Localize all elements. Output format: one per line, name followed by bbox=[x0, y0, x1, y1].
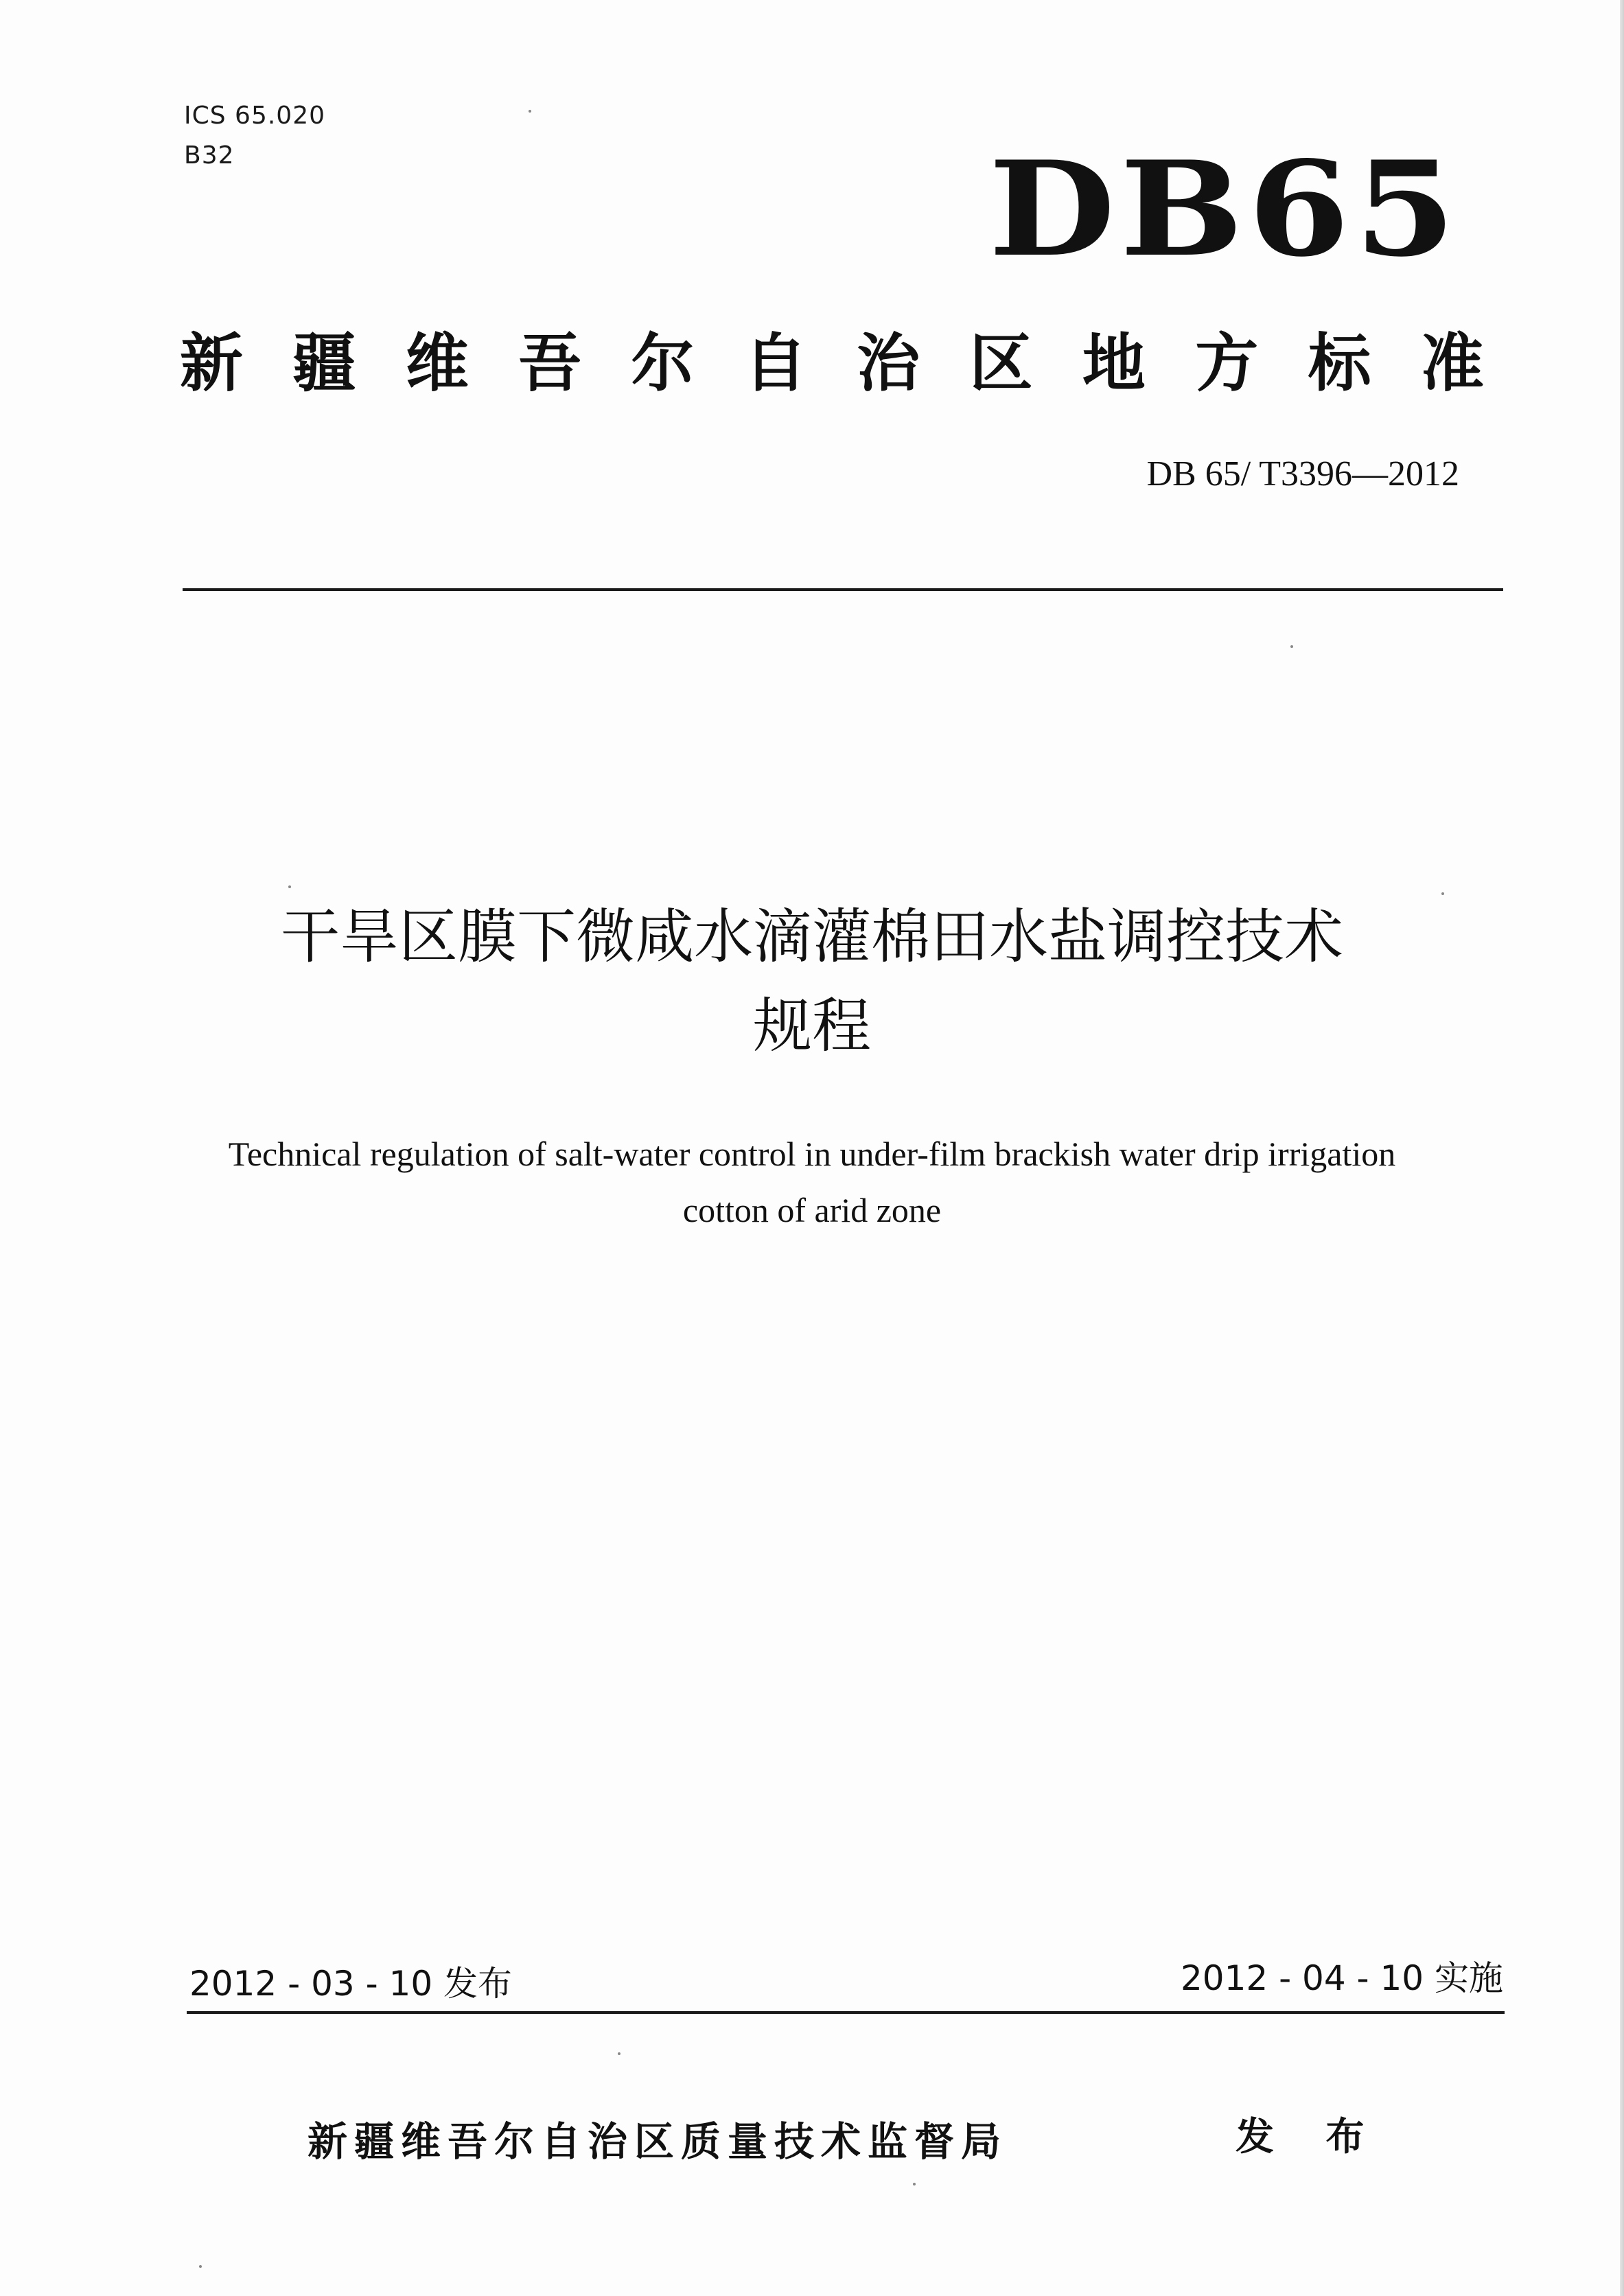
ccs-code: B32 bbox=[184, 141, 235, 170]
heading-char: 准 bbox=[1420, 327, 1484, 400]
heading-char: 维 bbox=[405, 327, 469, 400]
scan-speck bbox=[618, 2052, 620, 2055]
heading-char: 地 bbox=[1082, 327, 1146, 400]
title-english bbox=[0, 1126, 1624, 1238]
scan-speck bbox=[913, 2183, 916, 2185]
header-divider bbox=[183, 588, 1503, 591]
publisher-name: 新疆维吾尔自治区质量技术监督局 bbox=[308, 2118, 1008, 2165]
issue-date: 2012 - 03 - 10 发布 bbox=[189, 1964, 513, 2004]
heading-char: 尔 bbox=[631, 327, 695, 400]
title-chinese-line2: 规程 bbox=[753, 992, 871, 1060]
standard-prefix-logo: DB65 bbox=[988, 132, 1461, 286]
implementation-date: 2012 - 04 - 10 实施 bbox=[1180, 1958, 1503, 1998]
heading-char: 吾 bbox=[518, 327, 582, 400]
title-chinese-line1: 干旱区膜下微咸水滴灌棉田水盐调控技术 bbox=[281, 903, 1343, 971]
heading-char: 新 bbox=[180, 327, 244, 400]
scan-speck bbox=[1290, 645, 1293, 648]
heading-char: 疆 bbox=[292, 327, 356, 400]
publish-label: 发 布 bbox=[1236, 2115, 1384, 2159]
ics-code: ICS 65.020 bbox=[184, 102, 326, 130]
title-english-line2: cotton of arid zone bbox=[682, 1191, 942, 1229]
standard-number: DB 65/ T3396—2012 bbox=[1146, 454, 1459, 494]
scan-speck bbox=[529, 110, 531, 113]
scan-speck bbox=[199, 2265, 202, 2268]
title-english-line1: Technical regulation of salt-water control in under-film brackish water drip irrigation bbox=[228, 1135, 1396, 1173]
heading-char: 方 bbox=[1195, 327, 1259, 400]
standard-category-heading bbox=[180, 323, 1484, 405]
classification-codes bbox=[184, 96, 325, 176]
title-chinese bbox=[0, 892, 1624, 1071]
scan-speck bbox=[1441, 892, 1444, 895]
heading-char: 治 bbox=[857, 327, 920, 400]
footer-divider bbox=[187, 2011, 1505, 2014]
heading-char: 区 bbox=[969, 327, 1033, 400]
heading-char: 自 bbox=[743, 327, 807, 400]
scan-speck bbox=[288, 885, 291, 888]
scan-edge-shadow bbox=[1620, 0, 1624, 2296]
heading-char: 标 bbox=[1308, 327, 1371, 400]
